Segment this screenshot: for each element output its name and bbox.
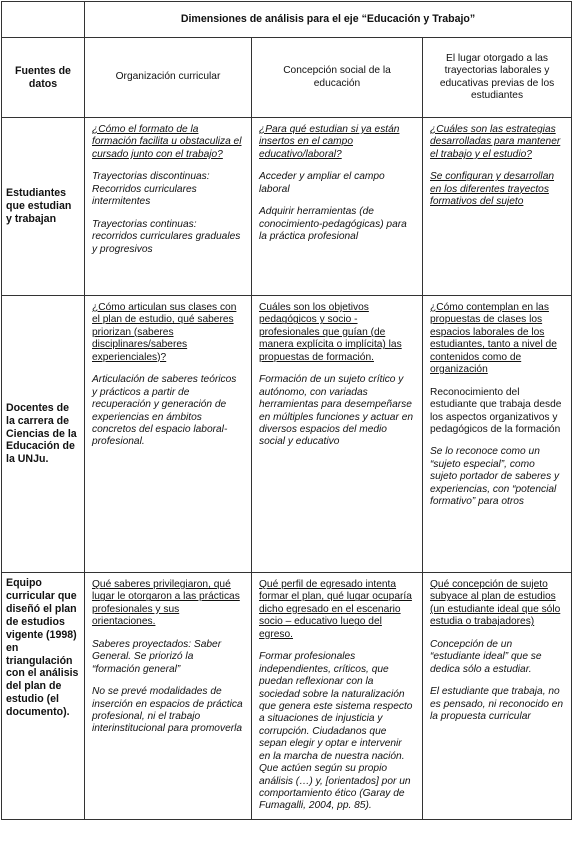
cell-paragraph: Acceder y ampliar el campo laboral: [259, 171, 385, 195]
table-row: [2, 296, 572, 573]
cell-paragraph: Formación de un sujeto crítico y autónomo, con variadas herramientas para desempeñarse en múltiples funciones y actuar en diversos espacios del medio social y educativo: [259, 374, 414, 448]
cell-paragraph: Reconocimiento del estudiante que trabaja desde los aspectos organizativos y pedagógicos de la formación: [430, 386, 562, 435]
header-row-top: [2, 2, 572, 38]
cell-paragraph: Trayectorias continuas: recorridos curriculares graduales y progresivos: [92, 218, 241, 255]
table-row: [2, 118, 572, 296]
col-header-curricular: Organización curricular: [85, 38, 252, 118]
cell-paragraph: ¿Cómo articulan sus clases con el plan de estudio, qué saberes priorizan (saberes disciplinares/saberes experienciales)?: [92, 302, 237, 363]
cell-paragraph: ¿Cómo el formato de la formación facilita u obstaculiza el cursado junto con el trabajo?: [92, 124, 242, 160]
dimensions-title: Dimensiones de análisis para el eje “Educación y Trabajo”: [85, 2, 572, 38]
cell-paragraph: Saberes proyectados: Saber General. Se priorizó la “formación general”: [92, 638, 222, 675]
source-cell: Docentes de la carrera de Ciencias de la Educación de la UNJu.: [2, 296, 85, 573]
cell-paragraph: Se lo reconoce como un “sujeto especial”, como sujeto portador de saberes y experiencias, con “potencial formativo” para otros: [430, 446, 560, 508]
header-empty-cell: [2, 2, 85, 38]
cell-paragraph: Cuáles son los objetivos pedagógicos y socio - profesionales que guían (de manera explícita o implícita) las propuestas de formación.: [259, 302, 402, 363]
cell-paragraph: Trayectorias discontinuas: Recorridos curriculares intermitentes: [92, 171, 210, 208]
source-cell: Estudiantes que estudian y trabajan: [2, 118, 85, 296]
cell-paragraph: El estudiante que trabaja, no es pensado, ni reconocido en la propuesta curricular: [430, 686, 564, 722]
cell-social: [252, 573, 423, 820]
cell-paragraph: ¿Cuáles son las estrategias desarrolladas para mantener el trabajo y el estudio?: [430, 124, 561, 160]
cell-paragraph: No se prevé modalidades de inserción en espacios de práctica profesional, ni el trabajo interinstitucional para promoverla: [92, 686, 243, 735]
cell-paragraph: Qué concepción de sujeto subyace al plan de estudios (un estudiante ideal que sólo estudia o trabajadores): [430, 579, 561, 628]
cell-paragraph: Qué perfil de egresado intenta formar el plan, qué lugar ocuparía dicho egresado en el escenario socio – educativo luego del egreso.: [259, 579, 412, 640]
header-row-columns: [2, 38, 572, 118]
cell-curricular: [85, 573, 252, 820]
cell-paragraph: ¿Para qué estudian si ya están insertos en el campo educativo/laboral?: [259, 124, 400, 160]
cell-trajectories: [423, 296, 572, 573]
cell-curricular: [85, 296, 252, 573]
cell-social: [252, 118, 423, 296]
cell-paragraph: Se configuran y desarrollan en los diferentes trayectos formativos del sujeto: [430, 171, 555, 208]
cell-social: [252, 296, 423, 573]
cell-paragraph: Qué saberes privilegiaron, qué lugar le otorgaron a las prácticas profesionales y sus orientaciones.: [92, 579, 240, 628]
col-header-trajectories: El lugar otorgado a las trayectorias laborales y educativas previas de los estudiantes: [423, 38, 572, 118]
source-cell: Equipo curricular que diseñó el plan de estudios vigente (1998) en triangulación con el análisis del plan de estudio (el documento).: [2, 573, 85, 820]
cell-paragraph: Articulación de saberes teóricos y prácticos a partir de recuperación y generación de experiencias en ámbitos concretos del espacio laboral-profesional.: [92, 374, 237, 448]
analysis-table: [1, 1, 572, 820]
cell-paragraph: Concepción de un “estudiante ideal” que se dedica sólo a estudiar.: [430, 638, 542, 675]
col-header-social: Concepción social de la educación: [252, 38, 423, 118]
table-row: [2, 573, 572, 820]
cell-paragraph: ¿Cómo contemplan en las propuestas de clases los espacios laborales de los estudiantes, tanto a nivel de contenidos como de organización: [430, 302, 557, 376]
sources-header: Fuentes de datos: [2, 38, 85, 118]
cell-paragraph: Formar profesionales independientes, críticos, que puedan reflexionar con la sociedad sobre la naturalización que genera este sistema respecto a situaciones de injusticia y corrupción. Ciudadanos que sepan elegir y optar e intervenir en la marcha de nuestra nación. Que actúen según su propio análisis (…) y, [orientados] por un comportamiento ético (Garay de Fumagalli, 2004, pp. 85).: [259, 651, 413, 812]
cell-curricular: [85, 118, 252, 296]
cell-trajectories: [423, 573, 572, 820]
cell-trajectories: [423, 118, 572, 296]
cell-paragraph: Adquirir herramientas (de conocimiento-pedagógicas) para la práctica profesional: [259, 206, 407, 243]
